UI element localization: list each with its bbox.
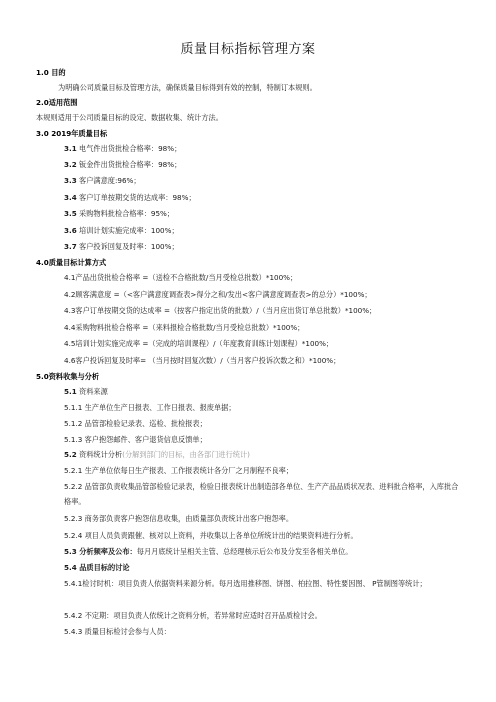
subsection-number: 5.2 (64, 450, 77, 459)
review-item: 5.4.3 质量目标检讨会参与人员： (64, 627, 171, 636)
target-item-text: 培训计划实施完成率：100%； (79, 226, 179, 235)
section-1-text: 为明确公司质量目标及管理方法，确保质量目标得到有效的控制，特制订本规则。 (58, 83, 317, 92)
target-item (64, 226, 179, 236)
analysis-item: 5.2.2 品管部负责收集品管部检验记录表，检验日报表统计出制造部各单位、生产产品品质状况表、进料批合格率，入库批合格率。 (64, 482, 459, 506)
section-2-text: 本规则适用于公司质量目标的设定、数据收集、统计方法。 (36, 113, 223, 122)
target-item-text: 客户投诉回复及时率：100%； (79, 242, 179, 251)
target-item-number: 3.3 (64, 176, 77, 185)
source-item: 5.1.1 生产单位生产日报表、工作日报表、报废单据； (64, 403, 236, 412)
section-4-heading: 4.0质量目标计算方式 (36, 258, 107, 267)
formula-item: 4.2顾客满意度 =（<客户满意度调查表>得分之和/发出<客户满意度调查表>的总分）*100%； (64, 290, 372, 299)
target-item (64, 160, 181, 170)
formula-item: 4.1产品出货批检合格率 =（送检不合格批数/当月受检总批数）*100%； (64, 273, 298, 282)
target-item (64, 176, 141, 186)
target-item-number: 3.2 (64, 160, 77, 169)
formula-item: 4.5培训计划实施完成率 =（完成的培训课程）/（年度教育训练计划课程）*100%； (64, 339, 334, 348)
formula-item: 4.6客户投诉回复及时率= （当月按时回复次数）/（当月客户投诉次数之和）*100%； (64, 356, 341, 365)
target-item (64, 193, 196, 203)
review-item: 5.4.2 不定期：项目负责人依统计之资料分析，若异常时应适时召开品质检讨会。 (64, 611, 322, 620)
target-item (64, 242, 179, 252)
subsection-text: 每月月底统计呈相关主管、总经理核示后公布及分发至各相关单位。 (136, 547, 353, 556)
source-item: 5.1.2 品管部检验记录表、巡检、批检报表； (64, 419, 207, 428)
target-item-number: 3.6 (64, 226, 77, 235)
target-item-text: 客户满意度:96%； (79, 176, 141, 185)
target-item-number: 3.1 (64, 144, 77, 153)
subsection-note: (分解到部门的目标，由各部门进行统计) (122, 450, 250, 459)
analysis-item: 5.2.3 商务部负责客户抱怨信息收集，由质量部负责统计出客户抱怨率。 (64, 514, 294, 523)
subsection-5-4: 5.4 品质目标的讨论 (64, 563, 130, 572)
page-title: 质量目标指标管理方案 (180, 42, 316, 57)
formula-item: 4.3客户订单按期交货的达成率 =（按客户指定出货的批数）/（当月应出货订单总批数）*100%； (64, 306, 377, 315)
subsection-title: 资料来源 (79, 387, 108, 396)
subsection-number: 5.1 (64, 387, 77, 396)
subsection-5-3 (64, 547, 352, 557)
target-item-number: 3.4 (64, 193, 77, 202)
target-item-text: 钣金件出货批检合格率：98%； (79, 160, 182, 169)
target-item-text: 采购物料批检合格率：95%； (79, 209, 175, 218)
target-item-number: 3.7 (64, 242, 77, 251)
subsection-title: 资料统计分析 (79, 450, 123, 459)
subsection-5-1 (64, 387, 108, 397)
section-2-heading: 2.0适用范围 (36, 98, 78, 107)
analysis-item: 5.2.1 生产单位依每日生产报表、工作报表统计各分厂之月制程不良率； (64, 466, 294, 475)
review-item: 5.4.1检讨时机：项目负责人依据资料来源分析。每月选用推移图、饼图、柏拉图、特性要因图、 P管制图等统计； (64, 579, 427, 588)
section-5-heading: 5.0资料收集与分析 (36, 372, 100, 381)
section-1-heading: 1.0 目的 (36, 68, 66, 77)
target-item (64, 144, 181, 154)
target-item-number: 3.5 (64, 209, 77, 218)
source-item: 5.1.3 客户抱怨邮件、客户退货信息反馈单； (64, 435, 207, 444)
target-item-text: 客户订单按期交货的达成率：98%； (79, 193, 196, 202)
target-item (64, 209, 174, 219)
subsection-title: 5.3 分析频率及公布： (64, 547, 137, 556)
subsection-5-2 (64, 450, 250, 460)
analysis-item: 5.2.4 项目人员负责跟催、核对以上资料，并收集以上各单位所统计出的结果资料进行分析。 (64, 531, 358, 540)
formula-item: 4.4采购物料批检合格率 =（来料报检合格批数/当月受检总批数）*100%； (64, 323, 305, 332)
section-3-heading: 3.0 2019年质量目标 (36, 129, 108, 138)
target-item-text: 电气件出货批检合格率：98%； (79, 144, 182, 153)
